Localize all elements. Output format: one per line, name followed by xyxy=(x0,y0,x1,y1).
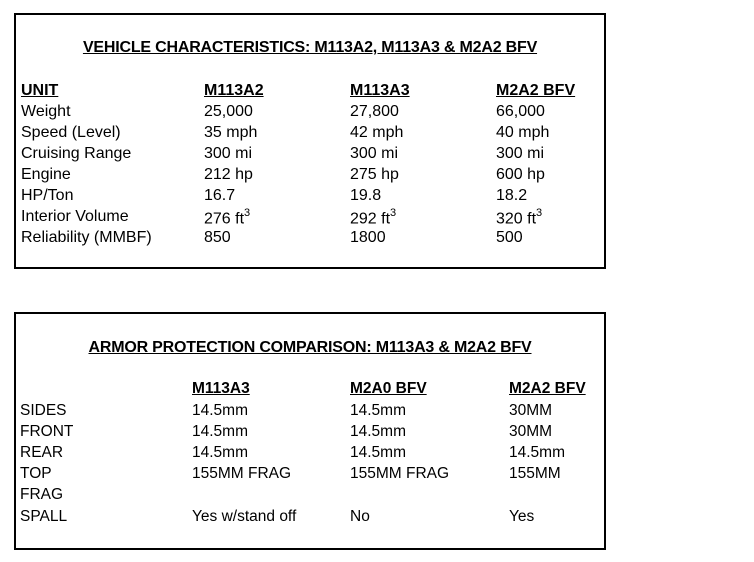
row-label-rear: REAR xyxy=(20,444,64,461)
cell: 30MM xyxy=(509,402,553,419)
superscript: 3 xyxy=(244,207,251,219)
vehicle-table-title: VEHICLE CHARACTERISTICS: M113A2, M113A3 & M2A2 BFV xyxy=(82,39,538,56)
cell: 42 mph xyxy=(350,124,404,141)
cell: 16.7 xyxy=(204,187,236,204)
cell: Yes w/stand off xyxy=(192,508,297,525)
header-m2a0-bfv: M2A0 BFV xyxy=(350,380,427,397)
cell: 300 mi xyxy=(350,145,399,162)
row-label-sides: SIDES xyxy=(20,402,67,419)
vehicle-characteristics-panel xyxy=(14,13,606,269)
cell: 14.5mm xyxy=(192,423,248,440)
cell: 40 mph xyxy=(496,124,550,141)
cell: 300 mi xyxy=(496,145,545,162)
cell: Yes xyxy=(509,508,535,525)
cell: 155MM FRAG xyxy=(192,465,292,482)
row-label-reliability: Reliability (MMBF) xyxy=(21,229,152,246)
row-label-interior-volume: Interior Volume xyxy=(21,208,129,225)
cell: 30MM xyxy=(509,423,553,440)
cell: No xyxy=(350,508,370,525)
row-label-top: TOP xyxy=(20,465,52,482)
cell: 14.5mm xyxy=(509,444,565,461)
cell: 1800 xyxy=(350,229,386,246)
cell: 600 hp xyxy=(496,166,545,183)
cell: 500 xyxy=(496,229,523,246)
cell: 275 hp xyxy=(350,166,399,183)
cell: 155MM FRAG xyxy=(350,465,450,482)
cell: 66,000 xyxy=(496,103,545,120)
cell: 14.5mm xyxy=(192,444,248,461)
row-label-engine: Engine xyxy=(21,166,71,183)
armor-table-title: ARMOR PROTECTION COMPARISON: M113A3 & M2A2 BFV xyxy=(88,339,532,356)
cell: 292 $ft^3$ xyxy=(350,207,397,228)
header-m2a2-bfv: M2A2 BFV xyxy=(509,380,586,397)
armor-protection-panel xyxy=(14,312,606,550)
header-m113a2: M113A2 xyxy=(204,82,264,99)
cell: 35 mph xyxy=(204,124,258,141)
row-label-speed: Speed (Level) xyxy=(21,124,121,141)
header-unit: UNIT xyxy=(21,82,59,99)
cell: 212 hp xyxy=(204,166,253,183)
cell: 850 xyxy=(204,229,231,246)
cell: 300 mi xyxy=(204,145,253,162)
cell: 14.5mm xyxy=(350,444,406,461)
cell: 27,800 xyxy=(350,103,399,120)
header-m113a3: M113A3 xyxy=(350,82,410,99)
row-label-cruising-range: Cruising Range xyxy=(21,145,132,162)
header-m2a2-bfv: M2A2 BFV xyxy=(496,82,576,99)
header-m113a3: M113A3 xyxy=(192,380,250,397)
cell: 14.5mm xyxy=(350,423,406,440)
cell: 14.5mm xyxy=(350,402,406,419)
cell: 25,000 xyxy=(204,103,253,120)
row-label-weight: Weight xyxy=(21,103,71,120)
row-label-front: FRONT xyxy=(20,423,74,440)
cell: 155MM xyxy=(509,465,561,482)
cell: 276 $ft^3$ xyxy=(204,207,251,228)
row-label-spall: SPALL xyxy=(20,508,68,525)
superscript: 3 xyxy=(390,207,397,219)
cell: 18.2 xyxy=(496,187,528,204)
cell: 19.8 xyxy=(350,187,382,204)
cell: 320 $ft^3$ xyxy=(496,207,543,228)
cell: 14.5mm xyxy=(192,402,248,419)
row-label-hp-ton: HP/Ton xyxy=(21,187,74,204)
row-label-frag: FRAG xyxy=(20,486,64,503)
superscript: 3 xyxy=(536,207,543,219)
